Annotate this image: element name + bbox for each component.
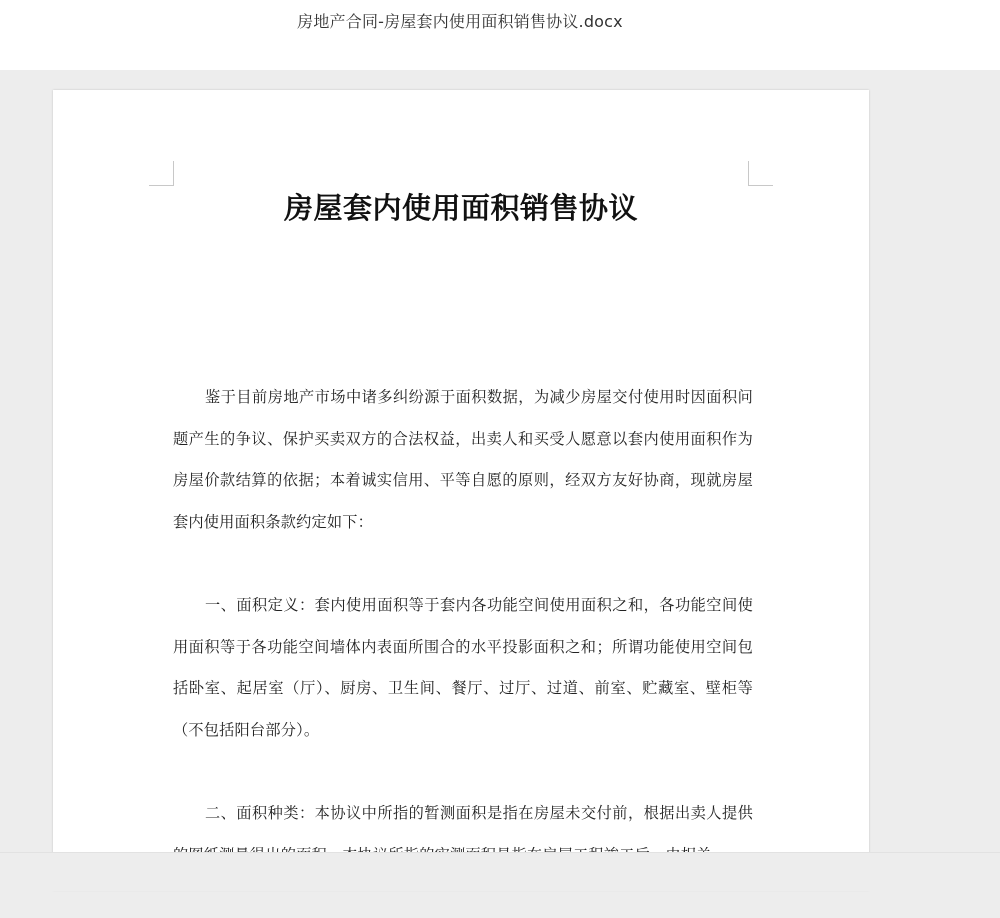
paragraph-area-definition: 一、面积定义：套内使用面积等于套内各功能空间使用面积之和，各功能空间使用面积等于各功能空间墙体内表面所围合的水平投影面积之和；所谓功能使用空间包括卧室、起居室（厅）、厨房、卫生间、餐厅、过厅、过道、前室、贮藏室、壁柜等（不包括阳台部分）。 — [173, 596, 753, 739]
margin-corner-top-right — [748, 161, 773, 186]
document-body — [173, 377, 753, 918]
document-filename: 房地产合同-房屋套内使用面积销售协议.docx — [297, 12, 623, 31]
paragraph-preamble: 鉴于目前房地产市场中诸多纠纷源于面积数据，为减少房屋交付使用时因面积问题产生的争议、保护买卖双方的合法权益，出卖人和买受人愿意以套内使用面积作为房屋价款结算的依据；本着诚实信用、平等自愿的原则，经双方友好协商，现就房屋套内使用面积条款约定如下： — [173, 388, 753, 531]
bottom-bar — [0, 852, 1000, 891]
document-page — [53, 90, 869, 890]
page-title: 房屋套内使用面积销售协议 — [283, 191, 638, 225]
title-bar — [0, 0, 1000, 70]
paragraph-area-types: 二、面积种类：本协议中所指的暂测面积是指在房屋未交付前，根据出卖人提供 — [205, 804, 753, 822]
margin-corner-top-left — [149, 161, 174, 186]
document-viewer[interactable] — [0, 70, 1000, 852]
